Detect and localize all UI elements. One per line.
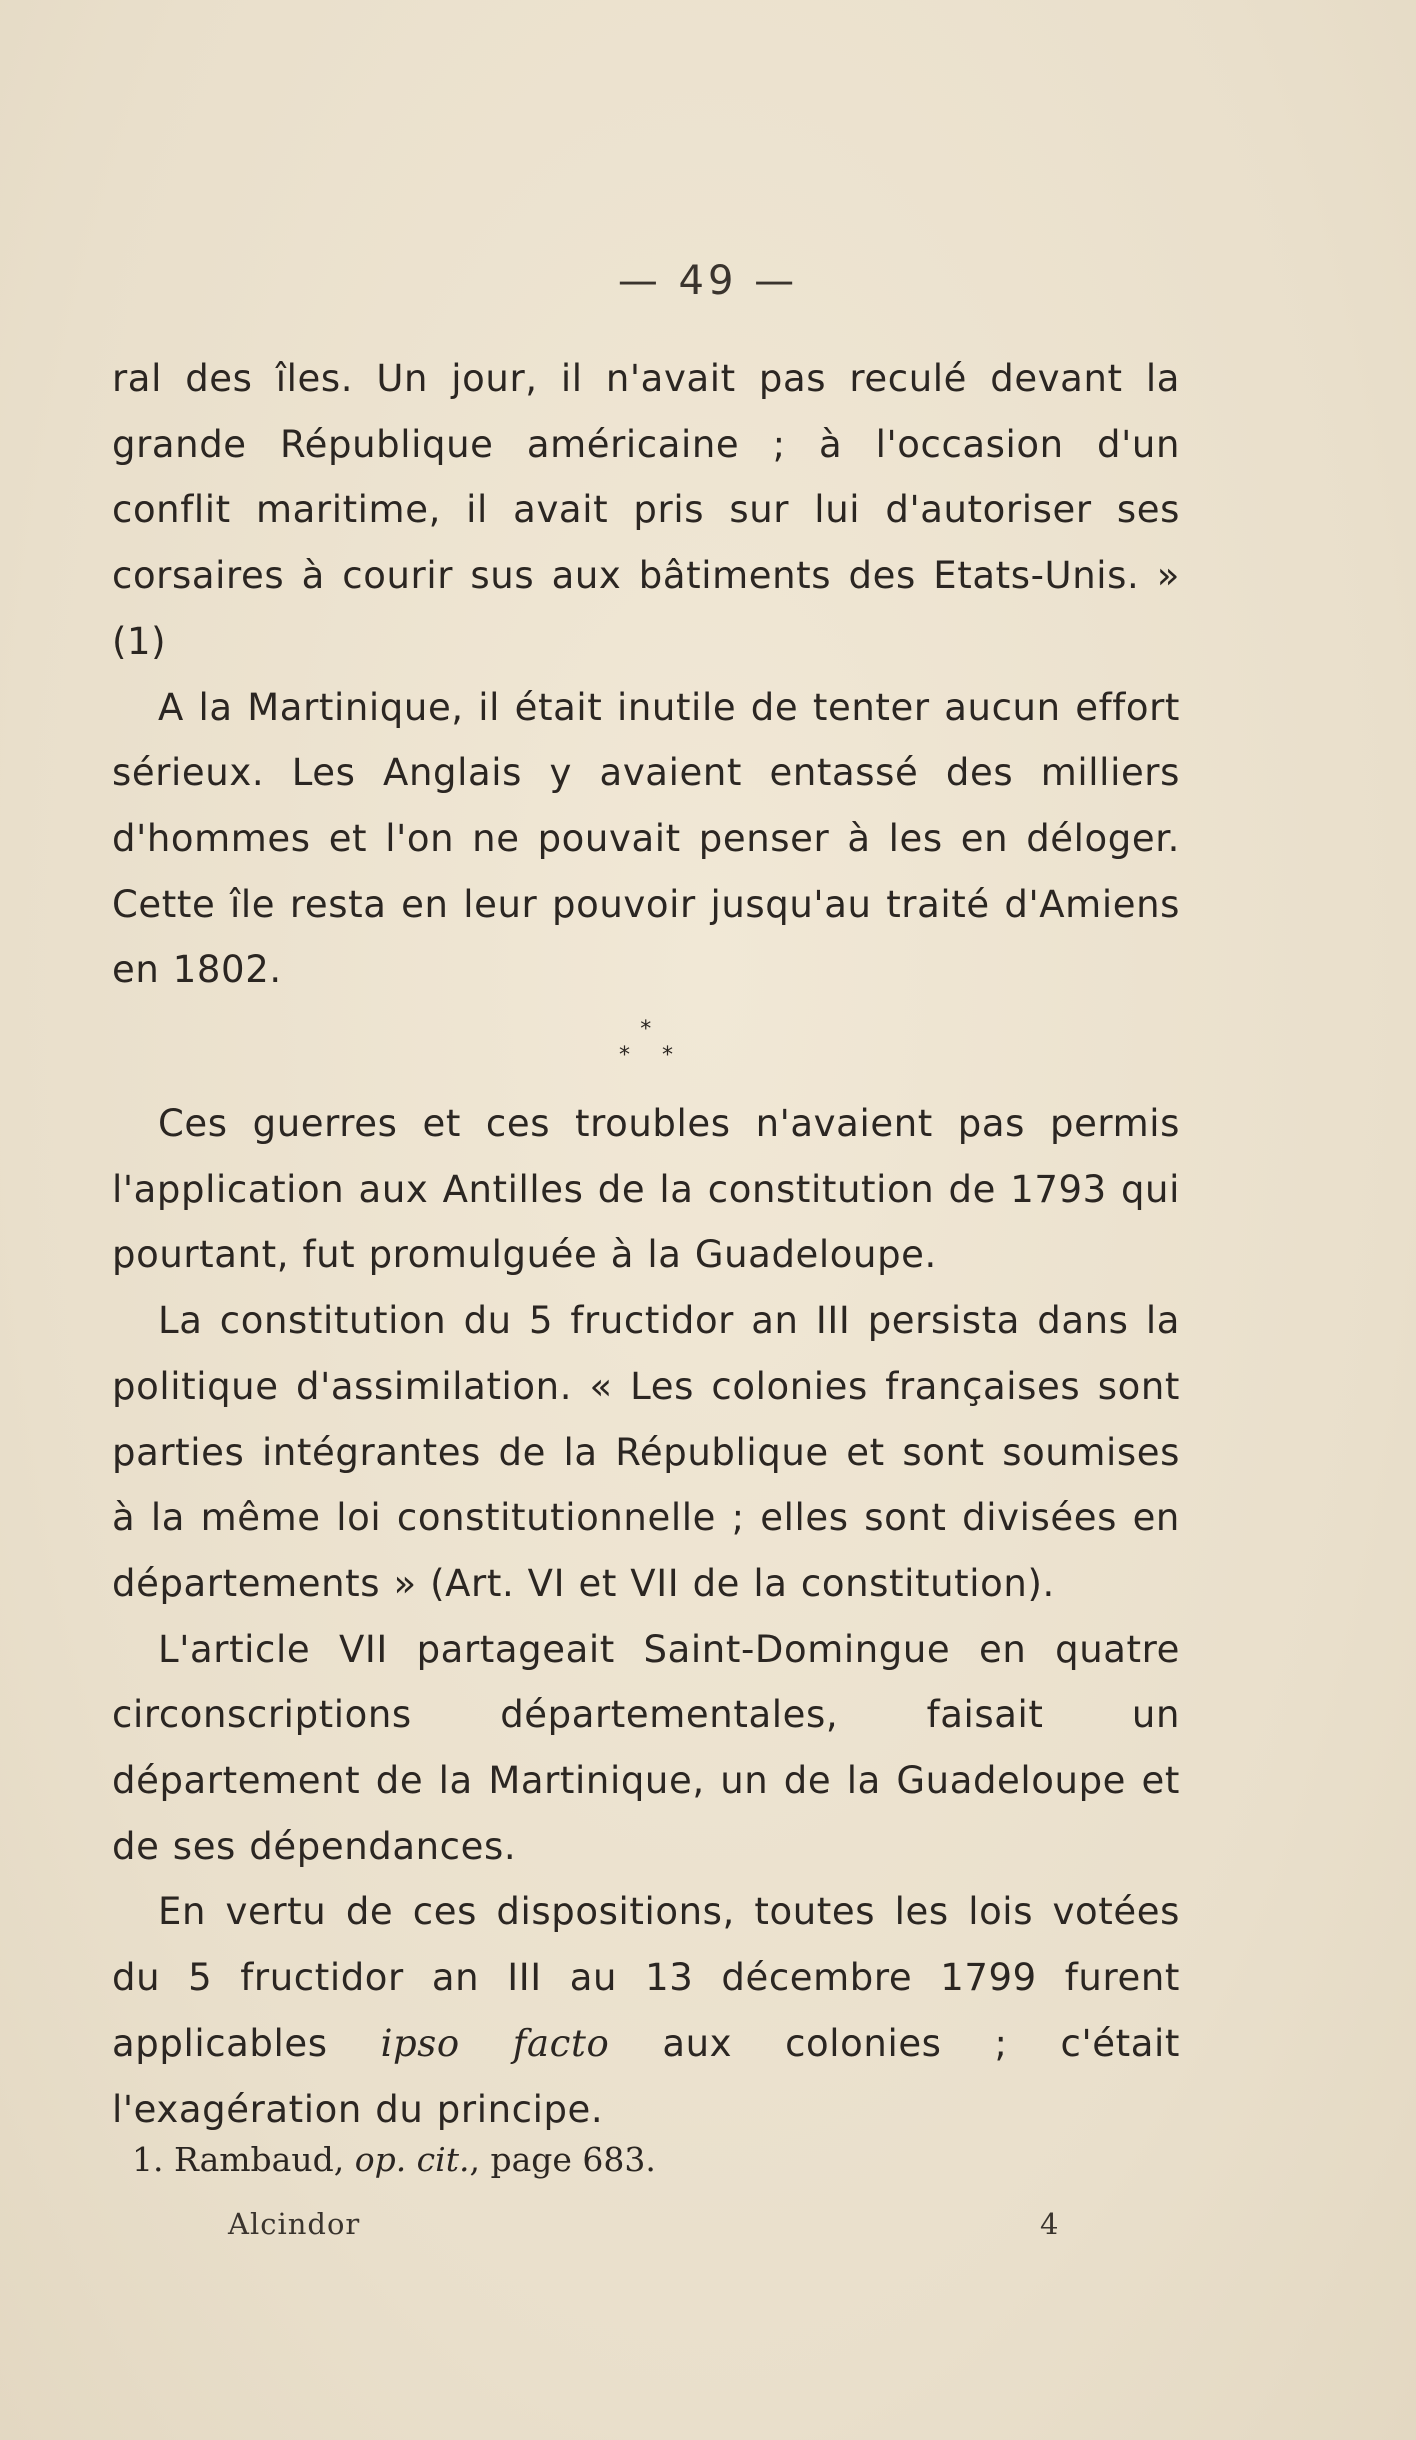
- footnote-rest: , page 683.: [469, 2140, 656, 2179]
- body-text: [112, 346, 1180, 2142]
- footnote-marker: 1. Rambaud,: [132, 2140, 355, 2179]
- page-number: — 49 —: [617, 258, 799, 304]
- dispositions-text-end: aux colonies ; c'était l'exagération du principe.: [112, 2021, 1180, 2131]
- ipso-facto-italic: ipso facto: [380, 2021, 610, 2065]
- paragraph-continuation: ral des îles. Un jour, il n'avait pas reculé devant la grande République américaine ; à l'occasion d'un conflit maritime, il avait pris sur lui d'autoriser ses corsaires à courir sus aux bâtiments des Etats-Unis. » (1): [112, 357, 1180, 663]
- asterism-bottom: * *: [619, 1043, 685, 1069]
- paragraph-article-vii: L'article VII partageait Saint-Domingue en quatre circonscriptions départementales, faisait un département de la Martinique, un de la Guadeloupe et de ses dépendances.: [112, 1627, 1180, 1868]
- paragraph-guerres: Ces guerres et ces troubles n'avaient pas permis l'application aux Antilles de la constitution de 1793 qui pourtant, fut promulguée à la Guadeloupe.: [112, 1102, 1180, 1277]
- dispositions-text-start: En vertu de ces dispositions, toutes les lois votées du 5 fructidor an III au 13 décembre 1799 furent applicables: [112, 1890, 1180, 2065]
- paragraph-dispositions: [112, 1879, 1180, 2142]
- paragraph-martinique: A la Martinique, il était inutile de tenter aucun effort sérieux. Les Anglais y avaient entassé des milliers d'hommes et l'on ne pouvait penser à les en déloger. Cette île resta en leur pouvoir jusqu'au traité d'Amiens en 1802.: [112, 685, 1180, 992]
- sheet-number: 4: [1040, 2207, 1059, 2241]
- footnote: [132, 2140, 1132, 2180]
- paragraph-constitution: La constitution du 5 fructidor an III persista dans la politique d'assimilation. « Les colonies françaises sont parties intégrantes de la République et sont soumises à la même loi constitutionnelle ; elles sont divisées en départements » (Art. VI et VII de la constitution).: [112, 1299, 1180, 1605]
- footnote-italic: op. cit.: [354, 2140, 470, 2179]
- asterism-separator: [112, 1017, 1180, 1091]
- signature-mark: Alcindor: [228, 2207, 361, 2241]
- asterism-top: *: [640, 1017, 652, 1043]
